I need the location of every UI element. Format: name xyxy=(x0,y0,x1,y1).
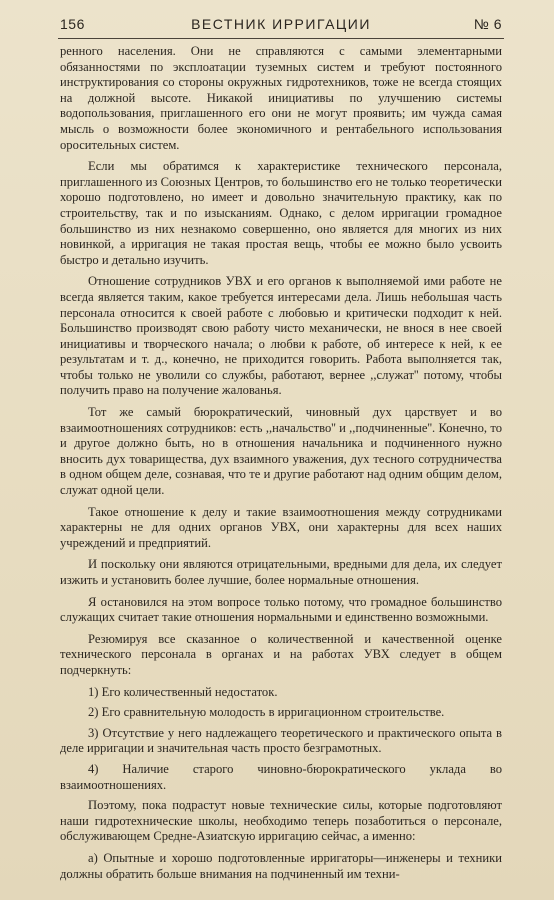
paragraph: Если мы обратимся к характеристике технического персонала, приглашенного из Союзных Центров, то большинство его не только теоретически хорошо подготовлено, но имеет и довольно значительную практику, как по строительству, так и по изысканиям. Однако, с делом ирригации громадное большинство из них незнакомо совершенно, оно является для многих из них новинкой, а ирригация не такая простая вещь, чтобы ее можно было усвоить быстро и детально изучить. xyxy=(60,159,502,267)
paragraph: Такое отношение к делу и такие взаимоотношения между сотрудниками характерны не для одних органов УВХ, они характерны для всех наших учреждений и предприятий. xyxy=(60,504,502,550)
list-item: 2) Его сравнительную молодость в ирригационном строительстве. xyxy=(88,705,445,720)
paragraph: Тот же самый бюрократический, чиновный дух царствует и во взаимоотношениях сотрудников: есть ,,начальство'' и ,,подчиненные''. Конечно, то и другое должно быть, но в отношения начальника и подчиненного нужно вносить дух товарищества, дух взаимного уважения, дух тесного сотрудничества в одном общем деле, сознавая, что те и другие работают над одним общим делом, служат одной цели. xyxy=(60,405,502,498)
list-item: 4) Наличие старого чиновно-бюрократического уклада во взаимоотношениях. xyxy=(60,761,502,792)
journal-title: ВЕСТНИК ИРРИГАЦИИ xyxy=(191,16,371,32)
paragraph: И поскольку они являются отрицательными, вредными для дела, их следует изжить и установить более лучшие, более нормальные отношения. xyxy=(60,557,502,587)
list-item: 1) Его количественный недостаток. xyxy=(88,684,278,699)
issue-number: № 6 xyxy=(473,16,502,32)
paragraph: Я остановился на этом вопросе только потому, что громадное большинство служащих считает такие отношения нормальными и единственно возможными. xyxy=(60,594,502,625)
paragraph: Отношение сотрудников УВХ и его органов к выполняемой ими работе не всегда является таким, какое требуется интересами дела. Лишь небольшая часть персонала относится к своей работе с любовью и критически подходит к ней. Большинство производят свою работу чисто механически, не внося в нее своей инициативы и творческого начала; о любви к работе, об интересе к ней, к ее результатам и т. д., конечно, не приходится говорить. Работа выполняется так, чтобы только не уволили со службы, работают, вернее ,,служат'' потому, чтобы получить право на получение жалованья. xyxy=(60,274,502,398)
paragraph: а) Опытные и хорошо подготовленные ирригаторы—инженеры и техники должны обратить больше внимания на подчиненный им техни- xyxy=(60,850,502,881)
running-header xyxy=(60,14,502,36)
list-item: 3) Отсутствие у него надлежащего теоретического и практического опыта в деле ирригации и значительная часть просто безграмотных. xyxy=(60,725,502,756)
paragraph: ренного населения. Они не справляются с самыми элементарными обязанностями по эксплоатации туземных систем и требуют постоянного инструктирования со стороны окружных гидротехников, тоже не всегда стоящих на должной высоте. Никакой инициативы по улучшению системы водопользования, приглашенного его они не могут проявить; им чужда самая мысль о возможности более экономичного и рентабельного использования оросительных систем. xyxy=(60,44,502,152)
article-body xyxy=(60,44,502,888)
page-number: 156 xyxy=(60,16,85,32)
header-rule xyxy=(58,38,504,39)
paragraph: Поэтому, пока подрастут новые технические силы, которые подготовляют наши гидротехнические школы, необходимо теперь позаботиться о персонале, обслуживающем Средне-Азиатскую ирригацию сейчас, а именно: xyxy=(60,798,502,844)
paragraph: Резюмируя все сказанное о количественной и качественной оценке технического персонала в органах и на работах УВХ следует в общем подчеркнуть: xyxy=(60,631,502,677)
